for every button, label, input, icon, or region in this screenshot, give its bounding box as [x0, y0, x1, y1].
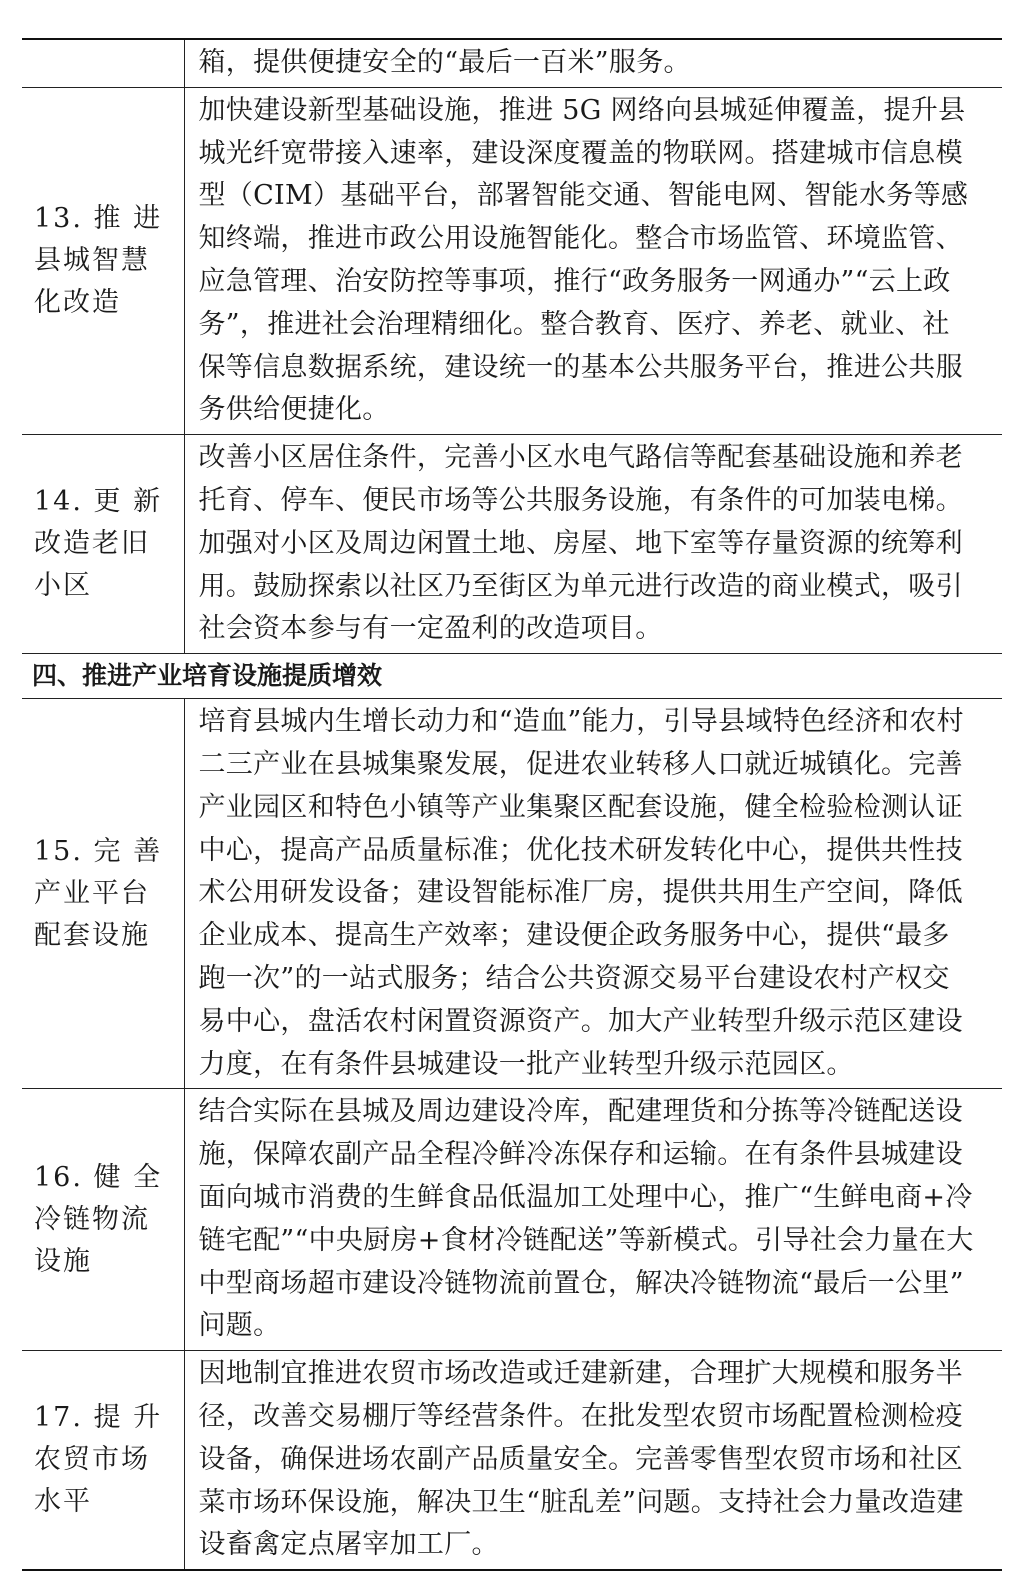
- description-line: 型（CIM）基础平台，部署智能交通、智能电网、智能水务等感: [198, 180, 969, 212]
- table-row: [22, 1089, 1002, 1351]
- item-label: 14. 更 新 改造老旧小区: [22, 435, 184, 654]
- description-line: 务供给便捷化。: [198, 394, 390, 426]
- table-row: [22, 699, 1002, 1089]
- description-line: 加快建设新型基础设施，推进 5G 网络向县城延伸覆盖，提升县: [198, 94, 966, 126]
- description-line: 务”，推进社会治理精细化。整合教育、医疗、养老、就业、社: [198, 308, 950, 340]
- description-line: 跑一次”的一站式服务；结合公共资源交易平台建设农村产权交: [198, 962, 950, 994]
- description-line: 设畜禽定点屠宰加工厂。: [198, 1529, 499, 1561]
- item-label: 16. 健 全 冷链物流设施: [22, 1089, 184, 1351]
- description-line: 城光纤宽带接入速率，建设深度覆盖的物联网。搭建城市信息模: [198, 137, 963, 169]
- item-label: 17. 提 升 农贸市场水平: [22, 1351, 184, 1570]
- item-label: [22, 39, 184, 87]
- description-line: 改善小区居住条件，完善小区水电气路信等配套基础设施和养老: [198, 442, 963, 474]
- table-row: [22, 435, 1002, 654]
- description-line: 培育县城内生增长动力和“造血”能力，引导县域特色经济和农村: [198, 706, 964, 738]
- description-line: 用。鼓励探索以社区乃至街区为单元进行改造的商业模式，吸引: [198, 570, 963, 602]
- description-line: 托育、停车、便民市场等公共服务设施，有条件的可加装电梯。: [198, 484, 963, 516]
- item-description: [184, 435, 1002, 654]
- document-page: [22, 38, 1002, 1571]
- description-line: 中心，提高产品质量标准；优化技术研发转化中心，提供共性技: [198, 834, 963, 866]
- description-line: 加强对小区及周边闲置土地、房屋、地下室等存量资源的统筹利: [198, 527, 963, 559]
- description-line: 知终端，推进市政公用设施智能化。整合市场监管、环境监管、: [198, 223, 963, 255]
- description-line: 产业园区和特色小镇等产业集聚区配套设施，健全检验检测认证: [198, 791, 963, 823]
- description-line: 径，改善交易棚厅等经营条件。在批发型农贸市场配置检测检疫: [198, 1400, 963, 1432]
- description-line: 面向城市消费的生鲜食品低温加工处理中心，推广“生鲜电商+冷: [198, 1181, 973, 1213]
- description-line: 因地制宜推进农贸市场改造或迁建新建，合理扩大规模和服务半: [198, 1358, 963, 1390]
- item-description: [184, 699, 1002, 1089]
- description-line: 箱，提供便捷安全的“最后一百米”服务。: [198, 47, 691, 78]
- measures-table: [22, 38, 1002, 1571]
- section-title: 四、推进产业培育设施提质增效: [22, 654, 1002, 699]
- description-line: 中型商场超市建设冷链物流前置仓，解决冷链物流“最后一公里”: [198, 1267, 964, 1299]
- description-line: 易中心，盘活农村闲置资源资产。加大产业转型升级示范区建设: [198, 1005, 963, 1037]
- table-row: [22, 87, 1002, 434]
- description-line: 社会资本参与有一定盈利的改造项目。: [198, 613, 663, 645]
- description-line: 菜市场环保设施，解决卫生“脏乱差”问题。支持社会力量改造建: [198, 1486, 964, 1518]
- description-line: 设备，确保进场农副产品质量安全。完善零售型农贸市场和社区: [198, 1443, 963, 1475]
- description-line: 链宅配”“中央厨房+食材冷链配送”等新模式。引导社会力量在大: [198, 1224, 974, 1256]
- item-description: [184, 87, 1002, 434]
- description-line: 保等信息数据系统，建设统一的基本公共服务平台，推进公共服: [198, 351, 963, 383]
- description-line: 企业成本、提高生产效率；建设便企政务服务中心，提供“最多: [198, 920, 950, 952]
- item-description: [184, 1089, 1002, 1351]
- item-label: 13. 推 进 县城智慧化改造: [22, 87, 184, 434]
- description-line: 应急管理、治安防控等事项，推行“政务服务一网通办”“云上政: [198, 265, 951, 297]
- item-label: 15. 完 善 产业平台配套设施: [22, 699, 184, 1089]
- description-line: 结合实际在县城及周边建设冷库，配建理货和分拣等冷链配送设: [198, 1096, 963, 1128]
- description-line: 术公用研发设备；建设智能标准厂房，提供共用生产空间，降低: [198, 877, 963, 909]
- description-line: 力度，在有条件县城建设一批产业转型升级示范园区。: [198, 1048, 854, 1080]
- item-description: [184, 1351, 1002, 1570]
- table-row: [22, 39, 1002, 87]
- description-line: 二三产业在县城集聚发展，促进农业转移人口就近城镇化。完善: [198, 748, 963, 780]
- item-description: [184, 39, 1002, 87]
- description-line: 问题。: [198, 1310, 281, 1342]
- table-row: [22, 1351, 1002, 1570]
- description-line: 施，保障农副产品全程冷鲜冷冻保存和运输。在有条件县城建设: [198, 1139, 963, 1171]
- section-header-row: [22, 654, 1002, 699]
